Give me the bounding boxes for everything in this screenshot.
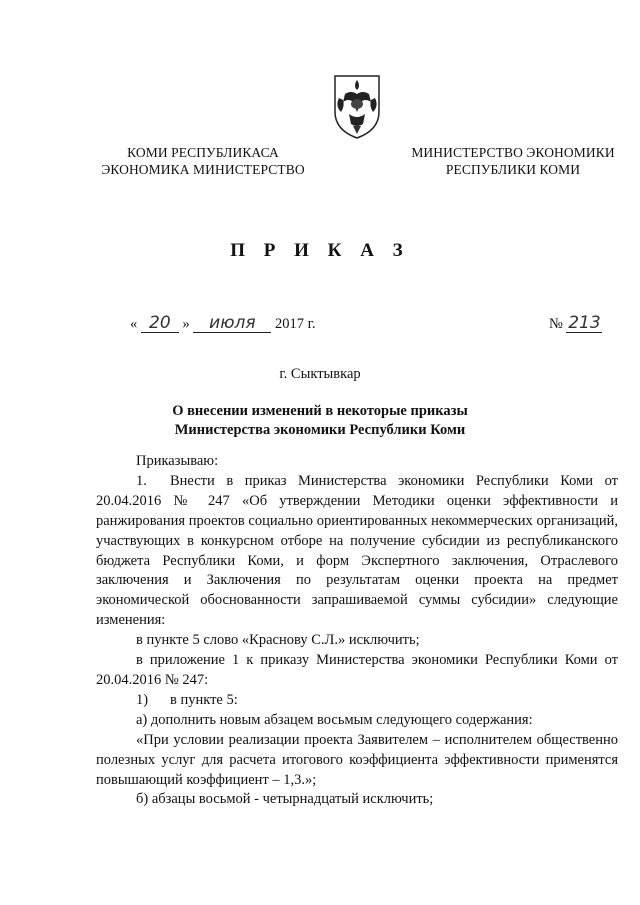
order-date: [130, 314, 316, 333]
quote-open: «: [130, 316, 138, 332]
number-sign: №: [549, 316, 563, 332]
item-text: в пункте 5:: [170, 691, 238, 708]
body-paragraph: «При условии реализации проекта Заявителем – исполнителем общественно полезных услуг для расчета итогового коэффициента эффективности применятся повышающий коэффициент – 1,3.»;: [96, 731, 618, 788]
header-right-line-1: МИНИСТЕРСТВО ЭКОНОМИКИ: [411, 145, 615, 160]
subject-line-2: Министерства экономики Республики Коми: [174, 422, 466, 438]
header-right-line-2: РЕСПУБЛИКИ КОМИ: [445, 162, 581, 177]
order-subject: [0, 402, 640, 440]
order-month: июля: [193, 314, 271, 333]
body-paragraph: в пункте 5 слово «Краснову С.Л.» исключить;: [136, 632, 420, 649]
coat-of-arms-icon: [331, 72, 383, 140]
subject-line-1: О внесении изменений в некоторые приказы: [172, 403, 468, 419]
order-number-value: 213: [568, 313, 601, 333]
body-paragraph: [96, 691, 618, 711]
order-number: [549, 314, 602, 333]
body-paragraph: в приложение 1 к приказу Министерства экономики Республики Коми от 20.04.2016 № 247:: [96, 652, 618, 688]
header-left-line-1: КОМИ РЕСПУБЛИКАСА: [127, 145, 279, 160]
city: г. Сыктывкар: [279, 366, 361, 382]
item-number: 1.: [136, 472, 147, 489]
order-body: [96, 452, 618, 810]
document-title: П Р И К А З: [230, 240, 410, 261]
body-paragraph: Приказываю:: [136, 453, 219, 469]
header-right: [402, 144, 624, 178]
order-day: 20: [141, 314, 179, 333]
quote-close: »: [182, 316, 190, 332]
header-left-line-2: ЭКОНОМИКА МИНИСТЕРСТВО: [101, 162, 305, 177]
body-paragraph: [96, 472, 618, 631]
header-left: [95, 144, 311, 178]
body-paragraph: а) дополнить новым абзацем восьмым следующего содержания:: [136, 711, 533, 728]
item-text: Внести в приказ Министерства экономики Республики Коми от 20.04.2016 № 247 «Об утверждении Методики оценки эффективности и ранжирования проектов социально ориентированных некоммерческих организаций, участвующих в конкурсном отборе на получение субсидии из республиканского бюджета Республики Коми, и форм Экспертного заключения, Отраслевого заключения и Заключения по результатам оценки проекта на предмет экономической обоснованности запрашиваемой суммы субсидии» следующие изменения:: [96, 472, 618, 629]
order-year: 2017 г.: [275, 316, 316, 332]
item-number: 1): [136, 691, 149, 708]
body-paragraph: б) абзацы восьмой - четырнадцатый исключить;: [136, 791, 434, 808]
